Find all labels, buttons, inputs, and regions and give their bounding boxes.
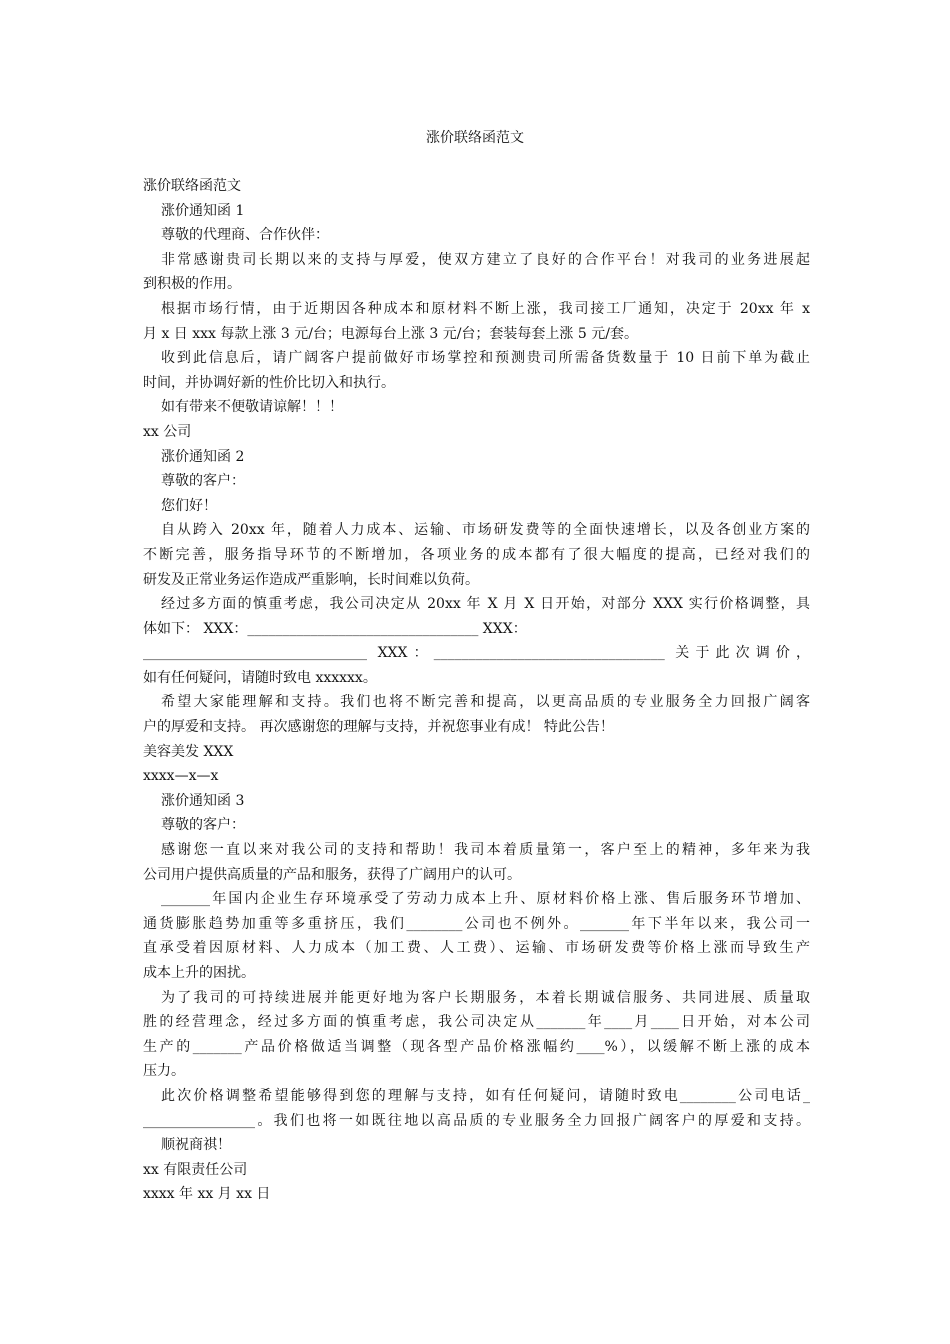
doc-line: 涨价通知函 3: [161, 792, 245, 809]
doc-line: 月 x 日 xxx 每款上涨 3 元/台；电源每台上涨 3 元/台；套装每套上涨 5 元/套。: [143, 325, 638, 342]
doc-line: 根据市场行情，由于近期因各种成本和原材料不断上涨，我司接工厂通知，决定于 20xx 年 x: [161, 300, 810, 317]
doc-line: 美容美发 XXX: [143, 743, 234, 760]
doc-line: 尊敬的客户：: [161, 817, 245, 834]
doc-line: 生产的_______产品价格做适当调整（现各型产品价格涨幅约____%），以缓解不断上涨的成本: [143, 1038, 810, 1055]
doc-line: 如有任何疑问，请随时致电 xxxxxx。: [143, 669, 377, 686]
doc-line: 成本上升的困扰。: [143, 965, 255, 981]
document-body: [143, 174, 810, 1207]
doc-line: ________________________________ XXX：_________________________________ 关于此次调价，: [143, 645, 810, 662]
doc-line: 非常感谢贵司长期以来的支持与厚爱，使双方建立了良好的合作平台！对我司的业务进展起: [161, 251, 810, 268]
doc-line: 经过多方面的慎重考虑，我公司决定从 20xx 年 X 月 X 日开始，对部分 XXX 实行价格调整，具: [161, 596, 810, 613]
doc-line: 为了我司的可持续进展并能更好地为客户长期服务，本着长期诚信服务、共同进展、质量取: [161, 989, 810, 1006]
doc-line: 收到此信息后，请广阔客户提前做好市场掌控和预测贵司所需备货数量于 10 日前下单为截止: [161, 350, 810, 367]
doc-line: 涨价联络函范文: [143, 178, 241, 194]
doc-line: 顺祝商祺！: [161, 1137, 231, 1154]
doc-line: 研发及正常业务运作造成严重影响，长时间难以负荷。: [143, 571, 479, 588]
doc-line: 到积极的作用。: [143, 276, 241, 293]
doc-line: 直承受着因原材料、人力成本（加工费、人工费）、运输、市场研发费等价格上涨而导致生产: [143, 940, 810, 957]
doc-line: 尊敬的代理商、合作伙伴：: [161, 227, 329, 244]
doc-line: xx 有限责任公司: [143, 1161, 248, 1178]
doc-line: _______年国内企业生存环境承受了劳动力成本上升、原材料价格上涨、售后服务环节增加、: [161, 891, 810, 908]
doc-line: xxxx 年 xx 月 xx 日: [143, 1186, 271, 1203]
page-title: 涨价联络函范文: [426, 130, 524, 146]
doc-line: xxxx—x—x: [143, 768, 219, 785]
doc-line: 自从跨入 20xx 年，随着人力成本、运输、市场研发费等的全面快速增长，以及各创业方案的: [161, 522, 810, 539]
doc-line: 体如下： XXX：_________________________________ XXX：: [143, 620, 527, 637]
doc-line: 感谢您一直以来对我公司的支持和帮助！我司本着质量第一，客户至上的精神，多年来为我: [161, 842, 810, 859]
doc-line: 不断完善，服务指导环节的不断增加，各项业务的成本都有了很大幅度的提高，已经对我们的: [143, 546, 810, 563]
doc-line: 如有带来不便敬请谅解！！！: [161, 399, 343, 416]
doc-line: 此次价格调整希望能够得到您的理解与支持，如有任何疑问，请随时致电________公司电话_: [161, 1087, 810, 1104]
doc-line: ________________。我们也将一如既往地以高品质的专业服务全力回报广阔客户的厚爱和支持。: [143, 1112, 810, 1129]
doc-line: 胜的经营理念，经过多方面的慎重考虑，我公司决定从_______年____月____日开始，对本公司: [143, 1014, 810, 1031]
doc-line: 时间，并协调好新的性价比切入和执行。: [143, 374, 395, 391]
doc-line: 涨价通知函 1: [161, 202, 245, 219]
doc-line: 尊敬的客户：: [161, 473, 245, 490]
doc-line: 压力。: [143, 1063, 185, 1080]
doc-line: 通货膨胀趋势加重等多重挤压，我们________公司也不例外。_______年下半年以来，我公司一: [143, 915, 810, 932]
doc-line: 公司用户提供高质量的产品和服务，获得了广阔用户的认可。: [143, 866, 521, 883]
doc-line: 您们好！: [161, 497, 217, 514]
doc-line: xx 公司: [143, 423, 192, 440]
doc-line: 希望大家能理解和支持。我们也将不断完善和提高，以更高品质的专业服务全力回报广阔客: [161, 694, 810, 711]
doc-line: 涨价通知函 2: [161, 448, 245, 465]
doc-line: 户的厚爱和支持。 再次感谢您的理解与支持，并祝您事业有成！ 特此公告！: [143, 719, 614, 736]
